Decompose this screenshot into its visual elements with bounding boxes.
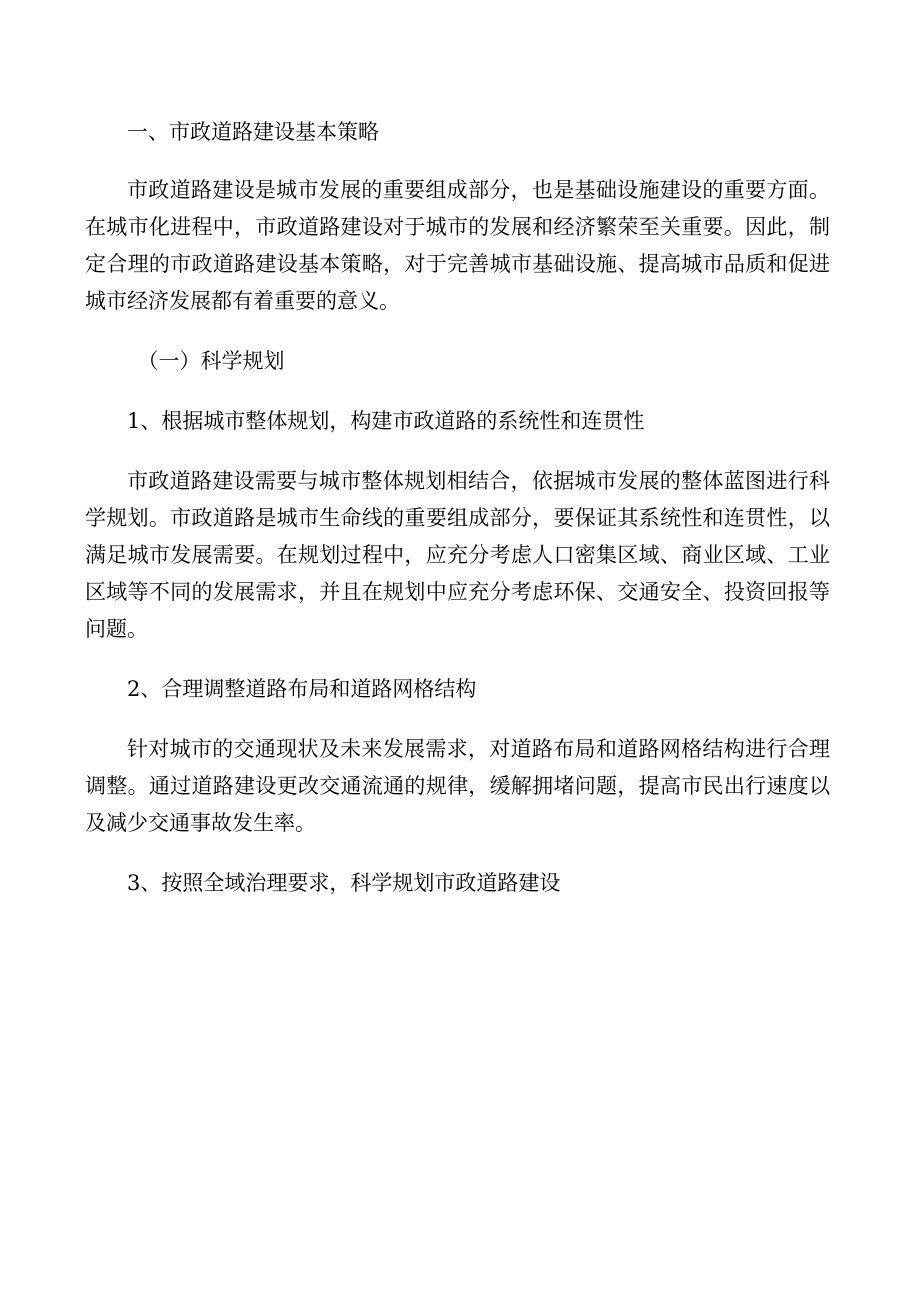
item1-paragraph: 市政道路建设需要与城市整体规划相结合，依据城市发展的整体蓝图进行科学规划。市政道路是城市生命线的重要组成部分，要保证其系统性和连贯性，以满足城市发展需要。在规划过程中，应充分考虑人口密集区域、商业区域、工业区域等不同的发展需求，并且在规划中应充分考虑环保、交通安全、投资回报等问题。: [85, 469, 830, 641]
section-title: 一、市政道路建设基本策略: [127, 120, 379, 144]
item3-heading: 3、按照全域治理要求，科学规划市政道路建设: [127, 871, 561, 895]
item2-heading: 2、合理调整道路布局和道路网格结构: [127, 677, 477, 701]
intro-paragraph: 市政道路建设是城市发展的重要组成部分，也是基础设施建设的重要方面。在城市化进程中，市政道路建设对于城市的发展和经济繁荣至关重要。因此，制定合理的市政道路建设基本策略，对于完善城市基础设施、提高城市品质和促进城市经济发展都有着重要的意义。: [85, 178, 830, 313]
subsection-title: （一）科学规划: [137, 349, 285, 373]
document-body: [85, 114, 830, 902]
item2-paragraph: 针对城市的交通现状及未来发展需求，对道路布局和道路网格结构进行合理调整。通过道路建设更改交通流通的规律，缓解拥堵问题，提高市民出行速度以及减少交通事故发生率。: [85, 737, 830, 835]
item1-heading: 1、根据城市整体规划，构建市政道路的系统性和连贯性: [127, 409, 645, 433]
